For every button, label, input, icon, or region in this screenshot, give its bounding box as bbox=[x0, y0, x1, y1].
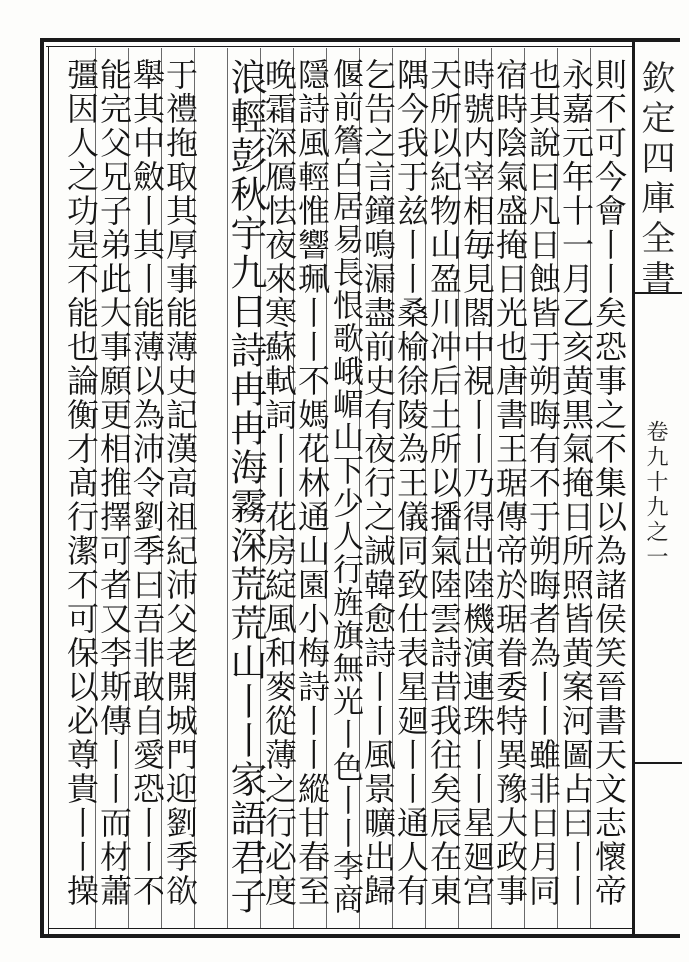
text-column-7: 隅今我于兹丨丨桑榆徐陵為王儀同致仕表星廻丨丨通人有 bbox=[392, 58, 430, 908]
text-column-1: 則不可今會丨丨矣恐事之不集以為諸侯笑晉書天文志懷帝 bbox=[590, 58, 628, 908]
frame-left-rule bbox=[40, 38, 44, 938]
text-column-14: 舉其中斂丨其丨能薄以為沛令劉季曰吾非敢自愛恐丨丨不 bbox=[128, 58, 166, 908]
text-column-4: 宿時陰氣盛掩日光也唐書王琚傳帝於琚眷委特異豫大政事 bbox=[491, 58, 529, 908]
frame-bottom-rule bbox=[40, 934, 680, 938]
margin-mark-lower bbox=[634, 762, 682, 764]
text-column-16: 彊因人之功是不能也論衡才髙行潔不可保以必尊貴丨丨操 bbox=[62, 58, 100, 908]
text-column-11: 晚霜深鴈怯夜來寒蘇軾詞丨丨花房綻風和麥從薄之行必度 bbox=[260, 58, 298, 908]
text-column-5: 時號内宰相毎見閤中視丨丨乃得出陸機演連珠丨丨星廻宫 bbox=[458, 58, 496, 908]
text-column-6: 天所以紀物山盈川冲后土所以播氣陸雲詩昔我往矣辰在東 bbox=[425, 58, 463, 908]
text-column-13: 于禮拖取其厚事能薄史記漢高祖紀沛父老開城門迎劉季欲 bbox=[161, 58, 199, 908]
frame-top-rule bbox=[40, 38, 680, 42]
margin-section: 卷九十九之一 bbox=[643, 420, 668, 570]
text-column-12: 浪輕彭秋宇九日詩冉冉海霧深荒荒山丨丨家語君子 bbox=[224, 58, 267, 916]
text-column-9: 偃前簷白居易長恨歌峨嵋山下少人行旌旗無光丨色丨丨李商 bbox=[327, 58, 363, 916]
frame-top-inner-rule bbox=[46, 46, 634, 47]
frame-left-inner-rule bbox=[48, 46, 49, 934]
text-column-8: 乞告之言鐘鳴漏盡前史有夜行之誡韓愈詩丨丨風景曠出歸 bbox=[359, 58, 397, 908]
frame-bottom-inner-rule bbox=[48, 928, 634, 929]
text-column-10: 隱詩風輕惟響珮丨丨不媽花林通山園小梅詩丨丨縱甘春至 bbox=[293, 58, 331, 908]
margin-title: 欽定四庫全書 bbox=[635, 60, 675, 300]
text-column-2: 永嘉元年十一月乙亥黄黒氣掩日所照皆黄案河圖占曰丨丨 bbox=[557, 58, 595, 908]
text-column-15: 能完父兄子弟此大事願更相推擇可者又李斯傳丨丨而材蕭 bbox=[95, 58, 133, 908]
text-column-3: 也其說曰凡日蝕皆于朔晦有不于朔晦者為丨丨雖非日月同 bbox=[524, 58, 562, 908]
